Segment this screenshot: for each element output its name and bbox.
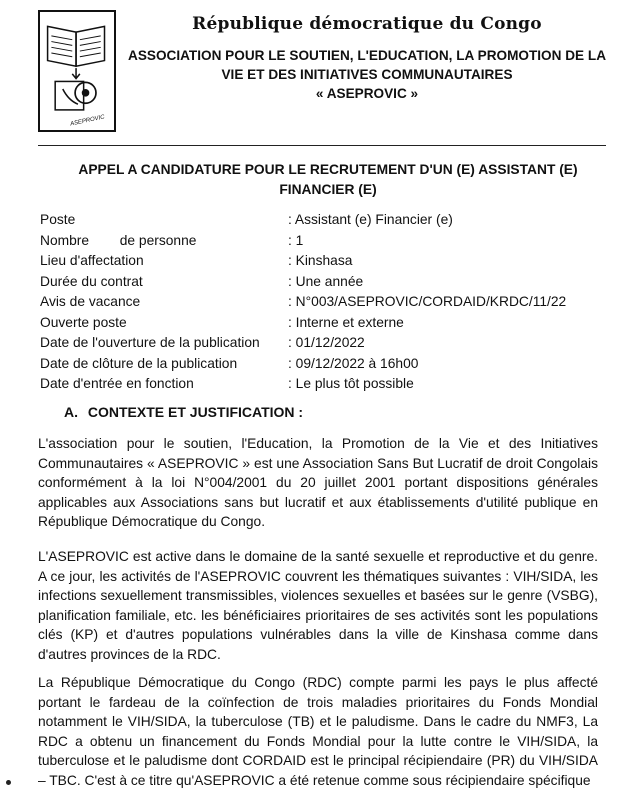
association-acronym: « ASEPROVIC » [315, 86, 419, 101]
paragraph: La République Démocratique du Congo (RDC) compte parmi les pays le plus affecté portant le fardeau de la coïnfection de trois maladies prioritaires du Fonds Mondial notamment le VIH/SIDA, la tuberculose (TB) et le paludisme. Dans le cadre du NMF3, La RDC a obtenu un financement du Fonds Mondial pour la lutte contre le VIH/SIDA, la tuberculose et le paludisme dont CORDAID est le principal récipiendaire (PR) du VIH/SIDA – TBC. C'est à ce titre qu'ASEPROVIC a été retenue comme sous récipiendaire spécifique [38, 675, 598, 788]
detail-row [40, 231, 600, 252]
detail-row [40, 333, 600, 354]
detail-label: Date d'entrée en fonction [40, 376, 194, 391]
detail-row [40, 272, 600, 293]
detail-label: Date de clôture de la publication [40, 355, 238, 371]
book-and-person-logo-icon [40, 12, 114, 130]
document-header [128, 14, 606, 103]
logo-caption: ASEPROVIC [69, 114, 106, 128]
detail-label: Nombre de personne [40, 232, 197, 248]
detail-row [40, 313, 600, 334]
detail-value: : Le plus tôt possible [288, 376, 414, 391]
detail-label: Avis de vacance [40, 294, 141, 309]
job-details-list [40, 210, 600, 395]
document-title [38, 160, 618, 200]
title-line-2: FINANCIER (E) [279, 182, 377, 197]
country-title: République démocratique du Congo [192, 14, 542, 34]
detail-label: Ouverte poste [40, 314, 127, 330]
association-name-line-1: ASSOCIATION POUR LE SOUTIEN, L'EDUCATION, LA PROMOTION DE LA [128, 48, 607, 63]
section-heading [64, 404, 303, 420]
association-name-line-2: VIE ET DES INITIATIVES COMMUNAUTAIRES [221, 67, 513, 82]
detail-value: : N°003/ASEPROVIC/CORDAID/KRDC/11/22 [288, 294, 567, 309]
detail-value: : Interne et externe [288, 314, 404, 330]
title-line-1: APPEL A CANDIDATURE POUR LE RECRUTEMENT D'UN (E) ASSISTANT (E) [78, 162, 578, 177]
detail-value: : Assistant (e) Financier (e) [288, 212, 453, 227]
detail-row [40, 251, 600, 272]
section-letter: A. [64, 404, 78, 420]
detail-value: : 09/12/2022 à 16h00 [288, 355, 419, 371]
paragraph: L'association pour le soutien, l'Education, la Promotion de la Vie et des Initiatives Communautaires « ASEPROVIC » est une Association Sans But Lucratif de droit Congolais conformément à la loi N°004/2001 du 20 juillet 2001 portant dispositions générales applicables aux Associations sans but lucratif et aux établissements d'utilité publique en République Démocratique du Congo. [38, 436, 598, 530]
detail-label: Date de l'ouverture de la publication [40, 335, 260, 350]
detail-label: Durée du contrat [40, 273, 143, 289]
detail-row [40, 292, 600, 313]
margin-mark [6, 780, 11, 785]
detail-value: : 01/12/2022 [288, 335, 365, 350]
detail-value: : Une année [288, 273, 364, 289]
detail-value: : 1 [288, 232, 304, 248]
detail-label: Lieu d'affectation [40, 253, 144, 268]
detail-row [40, 210, 600, 231]
aseprovic-logo [38, 10, 116, 132]
detail-row [40, 354, 600, 375]
header-divider [38, 145, 606, 146]
detail-value: : Kinshasa [288, 253, 353, 268]
section-title: CONTEXTE ET JUSTIFICATION : [87, 404, 304, 420]
paragraph: L'ASEPROVIC est active dans le domaine de la santé sexuelle et reproductive et du genre. A ce jour, les activités de l'ASEPROVIC couvrent les thématiques suivantes : VIH/SIDA, les infections sexuellement transmissibles, violences sexuelles et basées sur le genre (VSBG), planification familiale, etc. les bénéficiaires prioritaires de ses activités sont les populations clés (KP) et d'autres populations vulnérables dans la ville de Kinshasa comme dans d'autres provinces de la RDC. [38, 549, 598, 662]
detail-row [40, 374, 600, 395]
detail-label: Poste [40, 212, 76, 227]
